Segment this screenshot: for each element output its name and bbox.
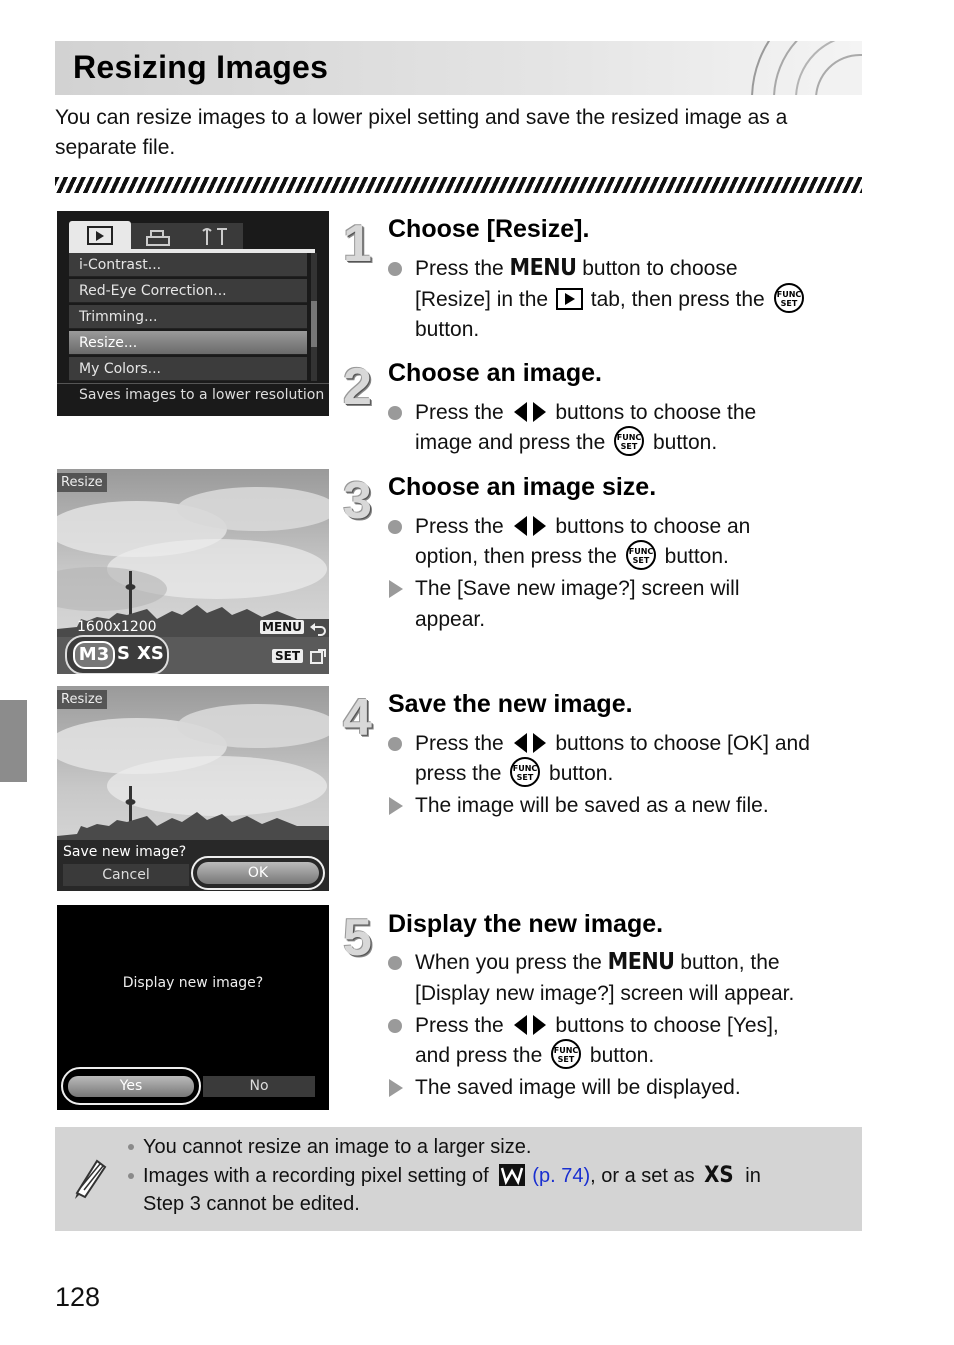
step-number: 3: [343, 472, 372, 530]
page-link[interactable]: (p. 74): [532, 1165, 591, 1187]
size-value: 1600x1200: [77, 619, 157, 635]
note-line: You cannot resize an image to a larger size.: [143, 1133, 531, 1161]
svg-text:SET: SET: [516, 773, 534, 783]
left-right-arrows-icon: [513, 401, 547, 423]
step-line: button.: [415, 318, 480, 341]
step-line: [Resize] in the tab, then press the FUNC SET: [415, 284, 807, 315]
step-line: The saved image will be displayed.: [415, 1072, 741, 1103]
step-line: and press the FUNC SET button.: [415, 1040, 654, 1071]
menu-button-icon: MENU: [607, 949, 675, 975]
step-title: Choose [Resize].: [388, 215, 590, 243]
step-number: 4: [343, 689, 372, 747]
svg-text:SET: SET: [780, 299, 797, 309]
svg-text:SET: SET: [620, 442, 638, 452]
yes-button[interactable]: Yes: [68, 1076, 194, 1097]
step-line: The [Save new image?] screen will: [415, 573, 740, 604]
step-line: Press the buttons to choose the: [415, 397, 756, 428]
title-bar: [55, 41, 862, 95]
step-title: Save the new image.: [388, 690, 633, 718]
screen-label: Resize: [57, 690, 107, 709]
func-set-icon: [509, 756, 541, 788]
pencil-icon: [69, 1155, 109, 1201]
menu-item[interactable]: Red-Eye Correction...: [69, 279, 307, 303]
left-right-arrows-icon: [513, 515, 547, 537]
resize-icon: [309, 647, 327, 665]
step-number: 5: [343, 909, 372, 967]
menu-button-hint: MENU: [262, 620, 302, 634]
page-title: Resizing Images: [73, 49, 329, 85]
svg-text:FUNC: FUNC: [553, 1046, 579, 1056]
option-s[interactable]: S: [117, 643, 130, 664]
screen-label: Resize: [57, 473, 107, 492]
screen-display: [57, 905, 329, 1110]
step-line: The image will be saved as a new file.: [415, 790, 769, 821]
note-line: Step 3 cannot be edited.: [143, 1193, 360, 1215]
chapter-tab: [0, 700, 27, 782]
step-number: 1: [343, 215, 372, 273]
ok-button[interactable]: OK: [197, 862, 319, 884]
svg-text:SET: SET: [557, 1055, 575, 1065]
step-line: press the FUNC SET button.: [415, 758, 613, 789]
set-button-hint: SET: [272, 649, 303, 663]
back-arrow-icon: [308, 619, 326, 637]
step-title: Display the new image.: [388, 910, 664, 938]
tab-print: [131, 223, 187, 249]
step-title: Choose an image size.: [388, 473, 657, 501]
func-set-icon: [625, 539, 657, 571]
tab-settings: [187, 223, 243, 249]
tab-playback: [69, 221, 131, 249]
section-divider: [55, 177, 862, 193]
widescreen-icon: [498, 1163, 526, 1187]
menu-list: [69, 253, 311, 383]
decorative-arcs-icon: [742, 41, 862, 95]
step-line: image and press the FUNC SET button.: [415, 427, 717, 458]
svg-text:FUNC: FUNC: [616, 433, 642, 443]
wrench-icon: [187, 223, 243, 249]
screen-resize: [57, 469, 329, 674]
menu-hint: Saves images to a lower resolution: [79, 387, 325, 403]
option-m3[interactable]: M3: [73, 641, 115, 669]
svg-text:FUNC: FUNC: [776, 290, 801, 300]
step-line: [Display new image?] screen will appear.: [415, 982, 795, 1005]
save-prompt: Save new image?: [63, 844, 187, 860]
page-number: 128: [55, 1282, 101, 1312]
menu-button-icon: MENU: [509, 255, 577, 281]
screen-menu: [57, 211, 329, 416]
step-line: Press the buttons to choose [Yes],: [415, 1010, 779, 1041]
func-set-icon: [613, 425, 645, 457]
step-number: 2: [343, 358, 372, 416]
step-line: option, then press the FUNC SET button.: [415, 541, 729, 572]
menu-item[interactable]: i-Contrast...: [69, 253, 307, 277]
left-right-arrows-icon: [513, 1014, 547, 1036]
step-line: When you press the MENU button, the: [415, 947, 780, 978]
step-title: Choose an image.: [388, 359, 602, 387]
svg-text:FUNC: FUNC: [628, 547, 654, 557]
step-line: Press the MENU button to choose: [415, 253, 738, 284]
option-xs[interactable]: XS: [137, 643, 164, 664]
func-set-icon: [550, 1038, 582, 1070]
no-button[interactable]: No: [203, 1076, 315, 1097]
menu-item[interactable]: Resize...: [69, 331, 307, 355]
display-prompt: Display new image?: [122, 975, 264, 991]
step-line: Press the buttons to choose an: [415, 511, 750, 542]
playback-tab-icon: [556, 288, 583, 310]
screen-save: [57, 686, 329, 891]
svg-text:SET: SET: [632, 556, 650, 566]
print-icon: [131, 223, 187, 249]
xs-size-icon: XS: [704, 1163, 734, 1188]
step-line: appear.: [415, 608, 486, 631]
svg-text:FUNC: FUNC: [512, 764, 538, 774]
note-box: [55, 1127, 862, 1231]
note-line: Images with a recording pixel setting of (p. 74), or a set as XS in: [143, 1162, 761, 1190]
func-set-icon: [773, 282, 805, 314]
menu-item[interactable]: My Colors...: [69, 357, 307, 381]
intro-text: You can resize images to a lower pixel setting and save the resized image as a separate file.: [55, 106, 788, 159]
cancel-button[interactable]: Cancel: [63, 864, 189, 886]
left-right-arrows-icon: [513, 732, 547, 754]
size-option-group[interactable]: [65, 635, 169, 674]
menu-item[interactable]: Trimming...: [69, 305, 307, 329]
step-line: Press the buttons to choose [OK] and: [415, 728, 810, 759]
